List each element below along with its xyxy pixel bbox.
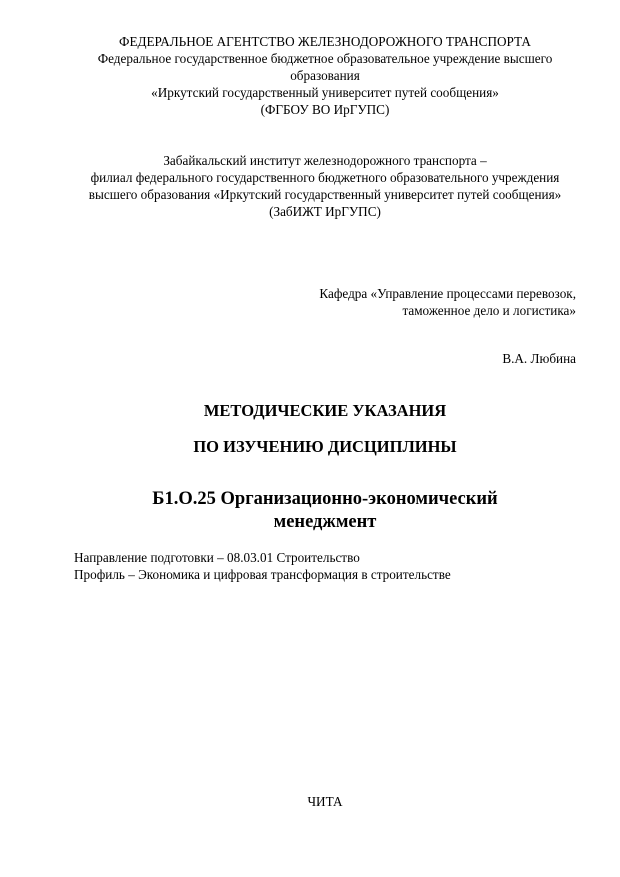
header-block	[40, 33, 610, 118]
direction-text: Направление подготовки – 08.03.01 Строительство	[74, 550, 360, 565]
author-name: В.А. Любина	[502, 351, 576, 366]
institution-line-2: образования	[290, 68, 360, 83]
document-title-line-1: МЕТОДИЧЕСКИЕ УКАЗАНИЯ	[203, 401, 447, 420]
branch-line-3: высшего образования «Иркутский государственный университет путей сообщения»	[88, 187, 562, 202]
details-block	[74, 549, 451, 583]
city-block	[40, 793, 610, 810]
branch-line-2: филиал федерального государственного бюджетного образовательного учреждения	[90, 170, 560, 185]
institution-line-1: Федеральное государственное бюджетное образовательное учреждение высшего	[97, 51, 553, 66]
agency-name: ФЕДЕРАЛЬНОЕ АГЕНТСТВО ЖЕЛЕЗНОДОРОЖНОГО ТРАНСПОРТА	[119, 34, 531, 49]
document-title-line-2: ПО ИЗУЧЕНИЮ ДИСЦИПЛИНЫ	[193, 437, 457, 456]
city-name: ЧИТА	[307, 794, 343, 809]
branch-line-1: Забайкальский институт железнодорожного транспорта –	[163, 153, 487, 168]
subject-title-line-1: Б1.О.25 Организационно-экономический	[152, 489, 498, 509]
department-line-1: Кафедра «Управление процессами перевозок,	[319, 286, 576, 301]
institution-line-4: (ФГБОУ ВО ИрГУПС)	[260, 102, 390, 117]
branch-block	[40, 152, 610, 220]
department-line-2: таможенное дело и логистика»	[402, 303, 576, 318]
institution-line-3: «Иркутский государственный университет путей сообщения»	[151, 85, 499, 100]
department-block	[319, 285, 576, 319]
branch-line-4: (ЗабИЖТ ИрГУПС)	[269, 204, 381, 219]
profile-text: Профиль – Экономика и цифровая трансформация в строительстве	[74, 567, 451, 582]
author-block	[502, 350, 576, 367]
subject-title-line-2: менеджмент	[273, 512, 377, 532]
